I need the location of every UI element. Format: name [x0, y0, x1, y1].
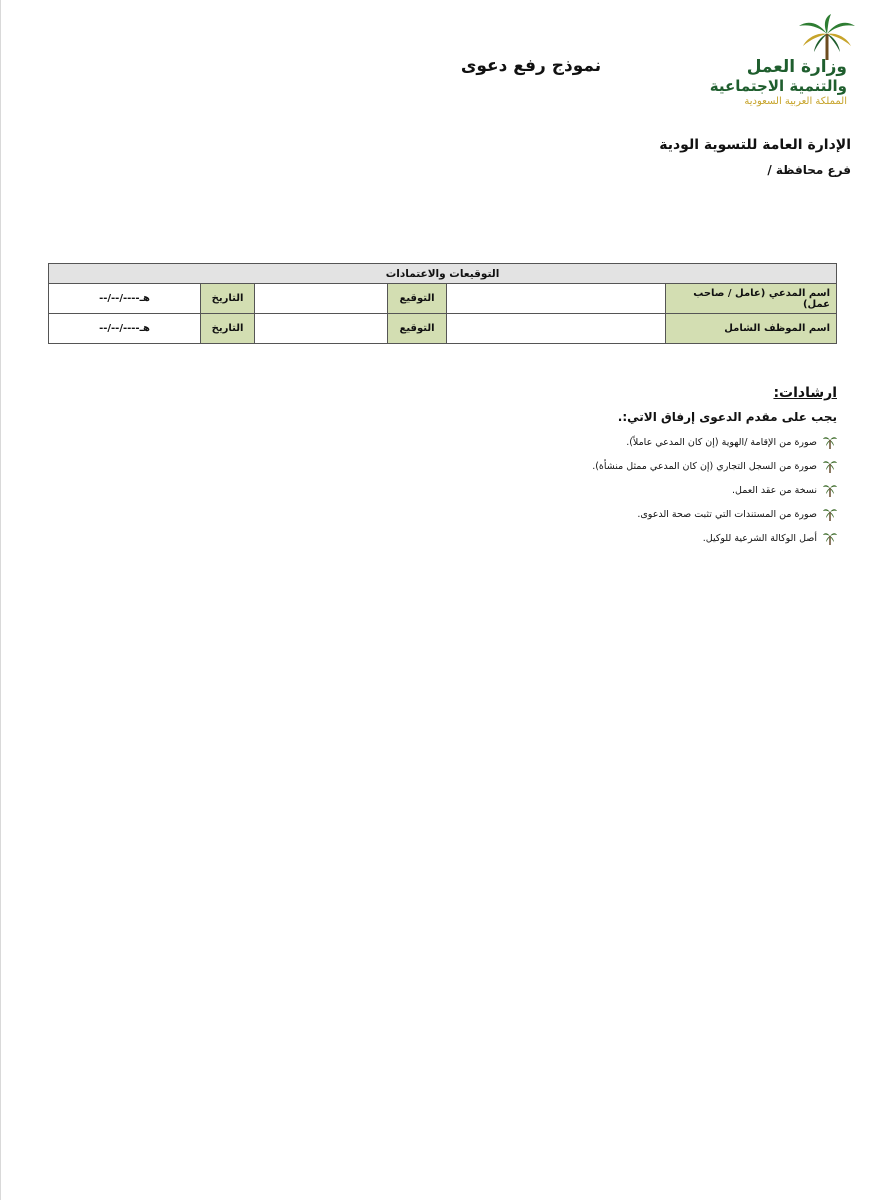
list-item	[592, 430, 837, 454]
instructions-intro: يجب على مقدم الدعوى إرفاق الاتي:.	[617, 410, 837, 424]
claimant-name-field[interactable]	[447, 284, 666, 314]
employee-name-label: اسم الموظف الشامل	[666, 314, 837, 344]
claimant-signature-field[interactable]	[255, 284, 388, 314]
ministry-logo	[709, 14, 873, 112]
palm-bullet-icon	[823, 483, 837, 497]
table-row	[49, 314, 837, 344]
claimant-name-label: اسم المدعي (عامل / صاحب عمل)	[666, 284, 837, 314]
claimant-date-label: التاريخ	[201, 284, 255, 314]
instruction-text: صورة من المستندات التي تثبت صحة الدعوى.	[637, 508, 817, 520]
signatures-heading: التوقيعات والاعتمادات	[49, 264, 837, 284]
palm-tree-icon	[797, 14, 857, 60]
department-name: الإدارة العامة للتسوية الودية	[659, 137, 851, 153]
list-item	[592, 478, 837, 502]
branch-name: فرع محافظة /	[767, 163, 851, 177]
palm-bullet-icon	[823, 435, 837, 449]
logo-ministry-name: وزارة العمل	[746, 57, 847, 77]
employee-name-field[interactable]	[447, 314, 666, 344]
logo-ministry-subtitle: والتنمية الاجتماعية	[709, 77, 847, 95]
instruction-text: أصل الوكالة الشرعية للوكيل.	[702, 532, 817, 544]
form-title: نموذج رفع دعوى	[460, 56, 602, 76]
palm-bullet-icon	[823, 459, 837, 473]
instructions-title: ارشادات:	[773, 385, 837, 401]
instruction-text: صورة من الإقامة /الهوية (إن كان المدعي عاملاً).	[626, 436, 817, 448]
list-item	[592, 454, 837, 478]
list-item	[592, 526, 837, 550]
employee-date-field[interactable]: --/--/----هـ	[49, 314, 201, 344]
employee-date-label: التاريخ	[201, 314, 255, 344]
claimant-date-field[interactable]: --/--/----هـ	[49, 284, 201, 314]
instructions-list	[592, 430, 837, 550]
employee-signature-label: التوقيع	[388, 314, 447, 344]
list-item	[592, 502, 837, 526]
table-row	[49, 284, 837, 314]
employee-signature-field[interactable]	[255, 314, 388, 344]
palm-bullet-icon	[823, 531, 837, 545]
logo-country: المملكة العربية السعودية	[744, 96, 847, 107]
palm-bullet-icon	[823, 507, 837, 521]
signatures-table	[48, 263, 837, 344]
claimant-signature-label: التوقيع	[388, 284, 447, 314]
instruction-text: صورة من السجل التجاري (إن كان المدعي ممثل منشأة).	[592, 460, 817, 472]
instruction-text: نسخة من عقد العمل.	[731, 484, 817, 496]
